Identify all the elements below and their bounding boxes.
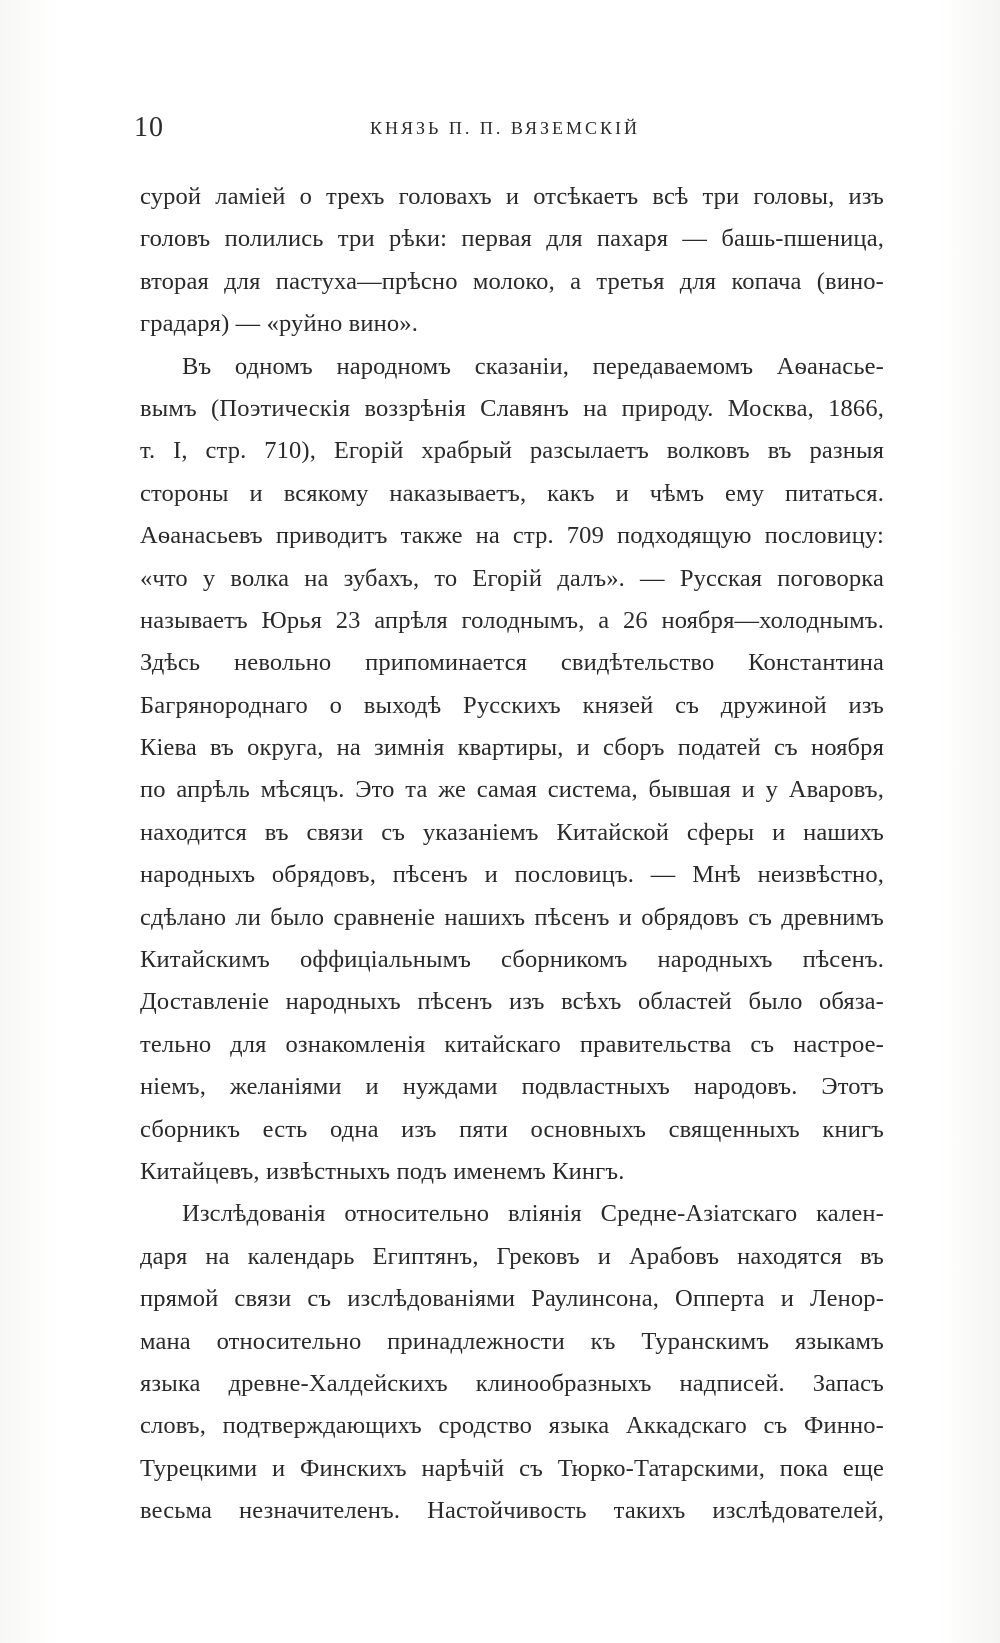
text-line: Кіева въ округа, на зимнія квартиры, и сборъ податей съ ноября <box>140 734 884 762</box>
running-head: КНЯЗЬ П. П. ВЯЗЕМСКІЙ <box>370 118 640 138</box>
text-line: сборникъ есть одна изъ пяти основныхъ священныхъ книгъ <box>140 1115 884 1143</box>
text-line: сдѣлано ли было сравненіе нашихъ пѣсенъ и обрядовъ съ древнимъ <box>140 903 884 931</box>
page-header <box>134 112 876 152</box>
text-line: Китайцевъ, извѣстныхъ подъ именемъ Кингъ. <box>140 1157 625 1185</box>
page-number: 10 <box>134 112 164 143</box>
text-line: тельно для ознакомленія китайскаго правительства съ настрое- <box>140 1030 884 1058</box>
text-line: сурой ламіей о трехъ головахъ и отсѣкаетъ всѣ три головы, изъ <box>140 183 884 210</box>
text-line: «что у волка на зубахъ, то Егорій далъ». — Русская поговорка <box>140 564 884 592</box>
text-line: по апрѣль мѣсяцъ. Это та же самая система, бывшая и у Аваровъ, <box>140 776 884 804</box>
text-line: весьма незначителенъ. Настойчивость такихъ изслѣдователей, <box>140 1497 884 1525</box>
text-line: языка древне-Халдейскихъ клинообразныхъ надписей. Запасъ <box>140 1369 884 1397</box>
text-line: Доставленіе народныхъ пѣсенъ изъ всѣхъ областей было обяза- <box>140 988 884 1016</box>
text-line: Багрянороднаго о выходѣ Русскихъ князей съ дружиной изъ <box>140 691 884 719</box>
text-line: мана относительно принадлежности къ Туранскимъ языкамъ <box>140 1327 884 1355</box>
text-line: называетъ Юрья 23 апрѣля голоднымъ, а 26 ноября—холоднымъ. <box>140 606 884 634</box>
text-line: Въ одномъ народномъ сказаніи, передаваемомъ Аѳанасье- <box>182 352 884 380</box>
text-line: ніемъ, желаніями и нуждами подвластныхъ народовъ. Этотъ <box>140 1073 884 1101</box>
body-text <box>140 176 884 1533</box>
text-line: вторая для пастуха—прѣсно молоко, а третья для копача (вино- <box>140 267 884 295</box>
text-line: градаря) — «руйно вино». <box>140 310 418 338</box>
text-line: прямой связи съ изслѣдованіями Раулинсона, Опперта и Ленор- <box>140 1285 884 1313</box>
text-line: словъ, подтверждающихъ сродство языка Аккадскаго съ Финно- <box>140 1412 884 1440</box>
text-line: вымъ (Поэтическія воззрѣнія Славянъ на природу. Москва, 1866, <box>140 394 884 422</box>
text-line: Китайскимъ оффиціальнымъ сборникомъ народныхъ пѣсенъ. <box>140 946 884 974</box>
text-line: Здѣсь невольно припоминается свидѣтельство Константина <box>140 649 884 677</box>
text-line: Аѳанасьевъ приводитъ также на стр. 709 подходящую пословицу: <box>140 522 884 550</box>
text-line: стороны и всякому наказываетъ, какъ и чѣмъ ему питаться. <box>140 479 884 507</box>
text-line: т. I, стр. 710), Егорій храбрый разсылаетъ волковъ въ разныя <box>140 437 884 465</box>
text-line: Турецкими и Финскихъ нарѣчій съ Тюрко-Татарскими, пока еще <box>140 1454 884 1482</box>
text-line: Изслѣдованія относительно вліянія Средне-Азіатскаго кален- <box>182 1200 884 1228</box>
text-line: народныхъ обрядовъ, пѣсенъ и пословицъ. — Мнѣ неизвѣстно, <box>140 861 884 889</box>
text-line: головъ полились три рѣки: первая для пахаря — башь-пшеница, <box>140 225 884 253</box>
text-line: даря на календарь Египтянъ, Грековъ и Арабовъ находятся въ <box>140 1242 884 1270</box>
text-line: находится въ связи съ указаніемъ Китайской сферы и нашихъ <box>140 818 884 846</box>
